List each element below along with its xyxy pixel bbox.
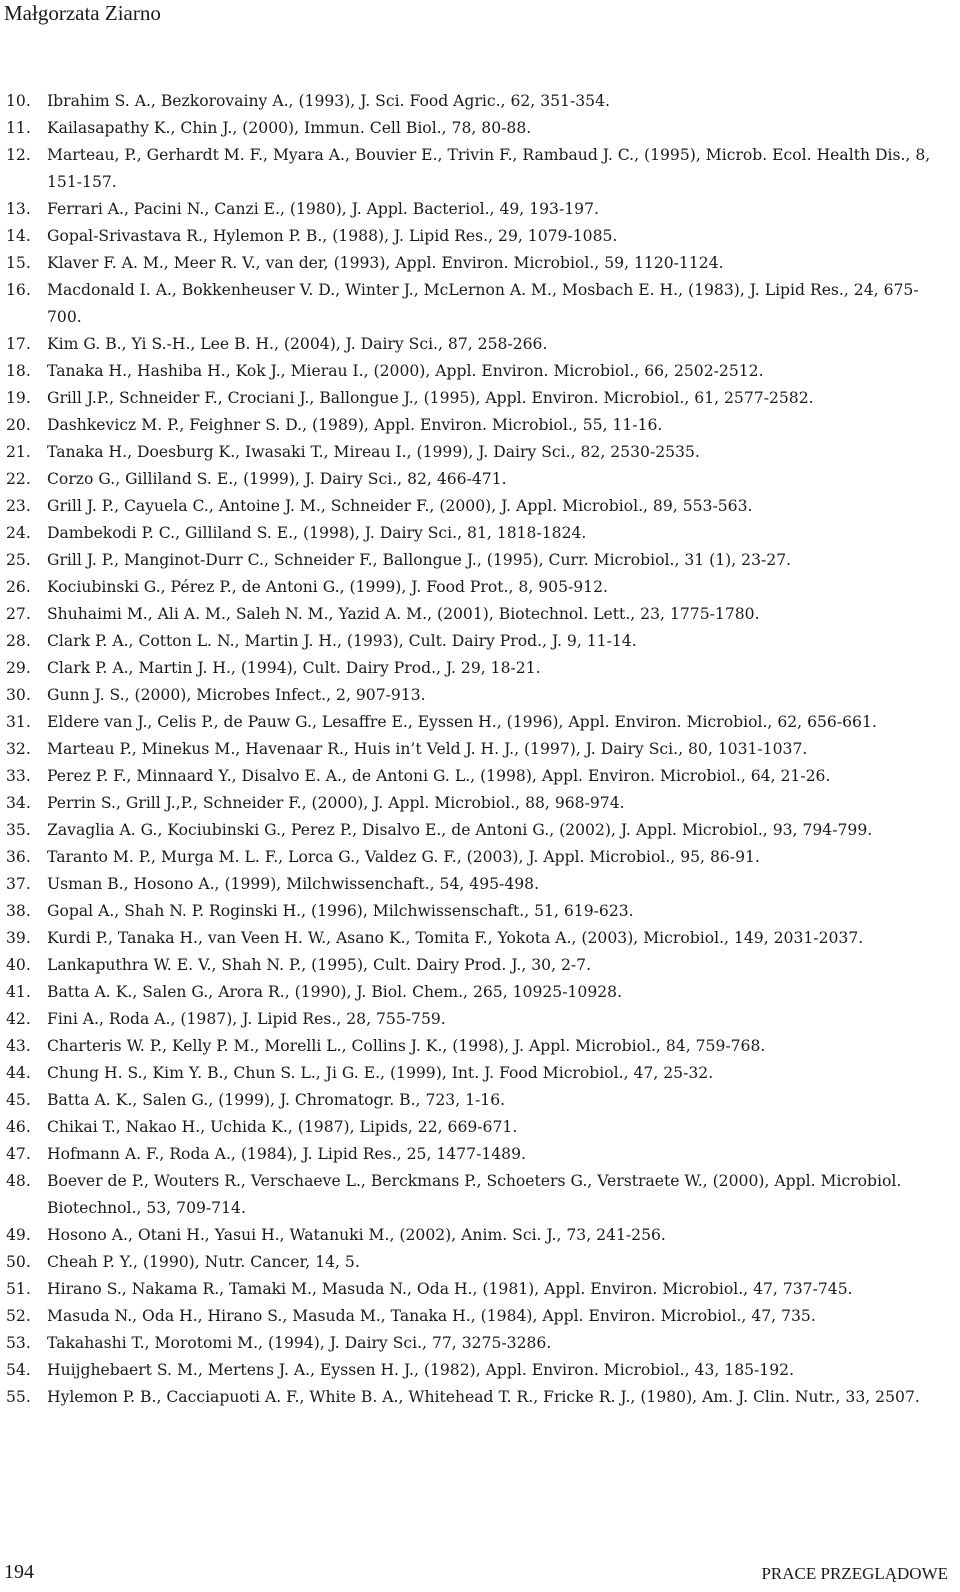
reference-text: Lankaputhra W. E. V., Shah N. P., (1995), Cult. Dairy Prod. J., 30, 2-7. [47,956,592,974]
reference-item [6,520,946,547]
reference-item [6,628,946,655]
reference-number: 18. [6,362,31,380]
reference-number: 49. [6,1226,31,1244]
reference-text: Gopal A., Shah N. P. Roginski H., (1996), Milchwissenschaft., 51, 619-623. [47,902,634,920]
reference-number: 22. [6,470,31,488]
reference-number: 31. [6,713,31,731]
reference-number: 27. [6,605,31,623]
reference-number: 45. [6,1091,31,1109]
reference-number: 52. [6,1307,31,1325]
reference-item [6,952,946,979]
reference-number: 10. [6,92,31,110]
reference-item [6,898,946,925]
reference-text: Hofmann A. F., Roda A., (1984), J. Lipid Res., 25, 1477-1489. [47,1145,526,1163]
reference-text: Macdonald I. A., Bokkenheuser V. D., Winter J., McLernon A. M., Mosbach E. H., (1983), J. Lipid Res., 24, 675-700. [47,281,919,326]
reference-number: 42. [6,1010,31,1028]
reference-text: Ibrahim S. A., Bezkorovainy A., (1993), J. Sci. Food Agric., 62, 351-354. [47,92,610,110]
reference-text: Zavaglia A. G., Kociubinski G., Perez P., Disalvo E., de Antoni G., (2002), J. Appl. Microbiol., 93, 794-799. [47,821,873,839]
reference-item [6,844,946,871]
reference-number: 20. [6,416,31,434]
reference-text: Huijghebaert S. M., Mertens J. A., Eyssen H. J., (1982), Appl. Environ. Microbiol., 43, 185-192. [47,1361,795,1379]
reference-item [6,88,946,115]
reference-text: Kurdi P., Tanaka H., van Veen H. W., Asano K., Tomita F., Yokota A., (2003), Microbiol., 149, 2031-2037. [47,929,864,947]
reference-item [6,709,946,736]
reference-list [6,88,946,1411]
reference-item [6,871,946,898]
reference-text: Fini A., Roda A., (1987), J. Lipid Res., 28, 755-759. [47,1010,446,1028]
reference-number: 12. [6,146,31,164]
reference-text: Kailasapathy K., Chin J., (2000), Immun. Cell Biol., 78, 80-88. [47,119,532,137]
reference-item [6,655,946,682]
reference-text: Kociubinski G., Pérez P., de Antoni G., (1999), J. Food Prot., 8, 905-912. [47,578,608,596]
reference-number: 29. [6,659,31,677]
reference-text: Batta A. K., Salen G., Arora R., (1990), J. Biol. Chem., 265, 10925-10928. [47,983,623,1001]
reference-text: Usman B., Hosono A., (1999), Milchwissenchaft., 54, 495-498. [47,875,540,893]
reference-text: Ferrari A., Pacini N., Canzi E., (1980), J. Appl. Bacteriol., 49, 193-197. [47,200,599,218]
reference-text: Batta A. K., Salen G., (1999), J. Chromatogr. B., 723, 1-16. [47,1091,506,1109]
reference-item [6,1141,946,1168]
reference-number: 34. [6,794,31,812]
reference-text: Takahashi T., Morotomi M., (1994), J. Dairy Sci., 77, 3275-3286. [47,1334,552,1352]
reference-number: 46. [6,1118,31,1136]
reference-number: 39. [6,929,31,947]
reference-item [6,1033,946,1060]
reference-item [6,790,946,817]
reference-text: Gopal-Srivastava R., Hylemon P. B., (1988), J. Lipid Res., 29, 1079-1085. [47,227,618,245]
reference-item [6,1114,946,1141]
reference-text: Clark P. A., Martin J. H., (1994), Cult. Dairy Prod., J. 29, 18-21. [47,659,541,677]
reference-item [6,142,946,196]
reference-item [6,1006,946,1033]
reference-number: 36. [6,848,31,866]
reference-text: Boever de P., Wouters R., Verschaeve L., Berckmans P., Schoeters G., Verstraete W., (2000), Appl. Microbiol. Biotechnol., 53, 709-714. [47,1172,902,1217]
reference-number: 33. [6,767,31,785]
reference-text: Tanaka H., Doesburg K., Iwasaki T., Mireau I., (1999), J. Dairy Sci., 82, 2530-2535. [47,443,700,461]
reference-number: 44. [6,1064,31,1082]
reference-text: Chung H. S., Kim Y. B., Chun S. L., Ji G. E., (1999), Int. J. Food Microbiol., 47, 25-32. [47,1064,714,1082]
reference-number: 13. [6,200,31,218]
reference-item [6,1060,946,1087]
reference-number: 50. [6,1253,31,1271]
page-number: 194 [4,1561,34,1583]
reference-text: Shuhaimi M., Ali A. M., Saleh N. M., Yazid A. M., (2001), Biotechnol. Lett., 23, 1775-1780. [47,605,760,623]
reference-number: 11. [6,119,31,137]
reference-item [6,574,946,601]
reference-item [6,115,946,142]
reference-item [6,1168,946,1222]
reference-item [6,763,946,790]
reference-item [6,1087,946,1114]
reference-item [6,466,946,493]
reference-text: Grill J. P., Manginot-Durr C., Schneider F., Ballongue J., (1995), Curr. Microbiol., 31 (1), 23-27. [47,551,792,569]
reference-number: 14. [6,227,31,245]
reference-number: 38. [6,902,31,920]
running-header-author: Małgorzata Ziarno [4,1,161,25]
reference-number: 24. [6,524,31,542]
reference-number: 19. [6,389,31,407]
reference-item [6,385,946,412]
reference-number: 54. [6,1361,31,1379]
reference-number: 41. [6,983,31,1001]
reference-item [6,1276,946,1303]
reference-item [6,547,946,574]
reference-item [6,493,946,520]
journal-section-name: PRACE PRZEGLĄDOWE [761,1564,948,1583]
reference-item [6,277,946,331]
reference-number: 51. [6,1280,31,1298]
reference-text: Hosono A., Otani H., Yasui H., Watanuki M., (2002), Anim. Sci. J., 73, 241-256. [47,1226,666,1244]
reference-text: Dambekodi P. C., Gilliland S. E., (1998), J. Dairy Sci., 81, 1818-1824. [47,524,587,542]
reference-text: Eldere van J., Celis P., de Pauw G., Lesaffre E., Eyssen H., (1996), Appl. Environ. Microbiol., 62, 656-661. [47,713,877,731]
reference-text: Kim G. B., Yi S.-H., Lee B. H., (2004), J. Dairy Sci., 87, 258-266. [47,335,548,353]
reference-text: Cheah P. Y., (1990), Nutr. Cancer, 14, 5. [47,1253,360,1271]
reference-item [6,412,946,439]
reference-item [6,682,946,709]
reference-text: Gunn J. S., (2000), Microbes Infect., 2, 907-913. [47,686,426,704]
reference-number: 25. [6,551,31,569]
reference-text: Marteau P., Minekus M., Havenaar R., Huis in’t Veld J. H. J., (1997), J. Dairy Sci., 80, 1031-1037. [47,740,808,758]
reference-item [6,1384,946,1411]
reference-number: 16. [6,281,31,299]
reference-item [6,1303,946,1330]
reference-number: 43. [6,1037,31,1055]
reference-number: 48. [6,1172,31,1190]
reference-number: 30. [6,686,31,704]
reference-text: Klaver F. A. M., Meer R. V., van der, (1993), Appl. Environ. Microbiol., 59, 1120-1124. [47,254,724,272]
reference-number: 40. [6,956,31,974]
reference-text: Chikai T., Nakao H., Uchida K., (1987), Lipids, 22, 669-671. [47,1118,518,1136]
reference-item [6,331,946,358]
reference-item [6,817,946,844]
reference-item [6,1357,946,1384]
reference-text: Charteris W. P., Kelly P. M., Morelli L., Collins J. K., (1998), J. Appl. Microbiol., 84, 759-768. [47,1037,766,1055]
reference-item [6,358,946,385]
reference-item [6,439,946,466]
reference-item [6,601,946,628]
reference-item [6,250,946,277]
reference-text: Grill J.P., Schneider F., Crociani J., Ballongue J., (1995), Appl. Environ. Microbiol., 61, 2577-2582. [47,389,814,407]
reference-number: 32. [6,740,31,758]
reference-item [6,736,946,763]
reference-item [6,925,946,952]
reference-number: 23. [6,497,31,515]
reference-item [6,223,946,250]
reference-text: Marteau, P., Gerhardt M. F., Myara A., Bouvier E., Trivin F., Rambaud J. C., (1995), Microb. Ecol. Health Dis., 8, 151-157. [47,146,931,191]
reference-text: Corzo G., Gilliland S. E., (1999), J. Dairy Sci., 82, 466-471. [47,470,507,488]
reference-number: 47. [6,1145,31,1163]
reference-text: Masuda N., Oda H., Hirano S., Masuda M., Tanaka H., (1984), Appl. Environ. Microbiol., 47, 735. [47,1307,816,1325]
reference-text: Perez P. F., Minnaard Y., Disalvo E. A., de Antoni G. L., (1998), Appl. Environ. Microbiol., 64, 21-26. [47,767,831,785]
reference-number: 55. [6,1388,31,1406]
reference-number: 21. [6,443,31,461]
reference-text: Tanaka H., Hashiba H., Kok J., Mierau I., (2000), Appl. Environ. Microbiol., 66, 2502-2512. [47,362,764,380]
reference-item [6,1249,946,1276]
reference-number: 15. [6,254,31,272]
reference-item [6,1222,946,1249]
reference-text: Clark P. A., Cotton L. N., Martin J. H., (1993), Cult. Dairy Prod., J. 9, 11-14. [47,632,637,650]
reference-text: Hylemon P. B., Cacciapuoti A. F., White B. A., Whitehead T. R., Fricke R. J., (1980), Am. J. Clin. Nutr., 33, 2507. [47,1388,920,1406]
reference-text: Perrin S., Grill J.,P., Schneider F., (2000), J. Appl. Microbiol., 88, 968-974. [47,794,625,812]
reference-number: 35. [6,821,31,839]
reference-item [6,196,946,223]
reference-number: 26. [6,578,31,596]
reference-text: Taranto M. P., Murga M. L. F., Lorca G., Valdez G. F., (2003), J. Appl. Microbiol., 95, 86-91. [47,848,760,866]
reference-number: 28. [6,632,31,650]
reference-number: 37. [6,875,31,893]
reference-text: Hirano S., Nakama R., Tamaki M., Masuda N., Oda H., (1981), Appl. Environ. Microbiol., 47, 737-745. [47,1280,853,1298]
reference-item [6,1330,946,1357]
reference-number: 17. [6,335,31,353]
reference-number: 53. [6,1334,31,1352]
reference-text: Grill J. P., Cayuela C., Antoine J. M., Schneider F., (2000), J. Appl. Microbiol., 89, 553-563. [47,497,753,515]
reference-item [6,979,946,1006]
reference-text: Dashkevicz M. P., Feighner S. D., (1989), Appl. Environ. Microbiol., 55, 11-16. [47,416,663,434]
